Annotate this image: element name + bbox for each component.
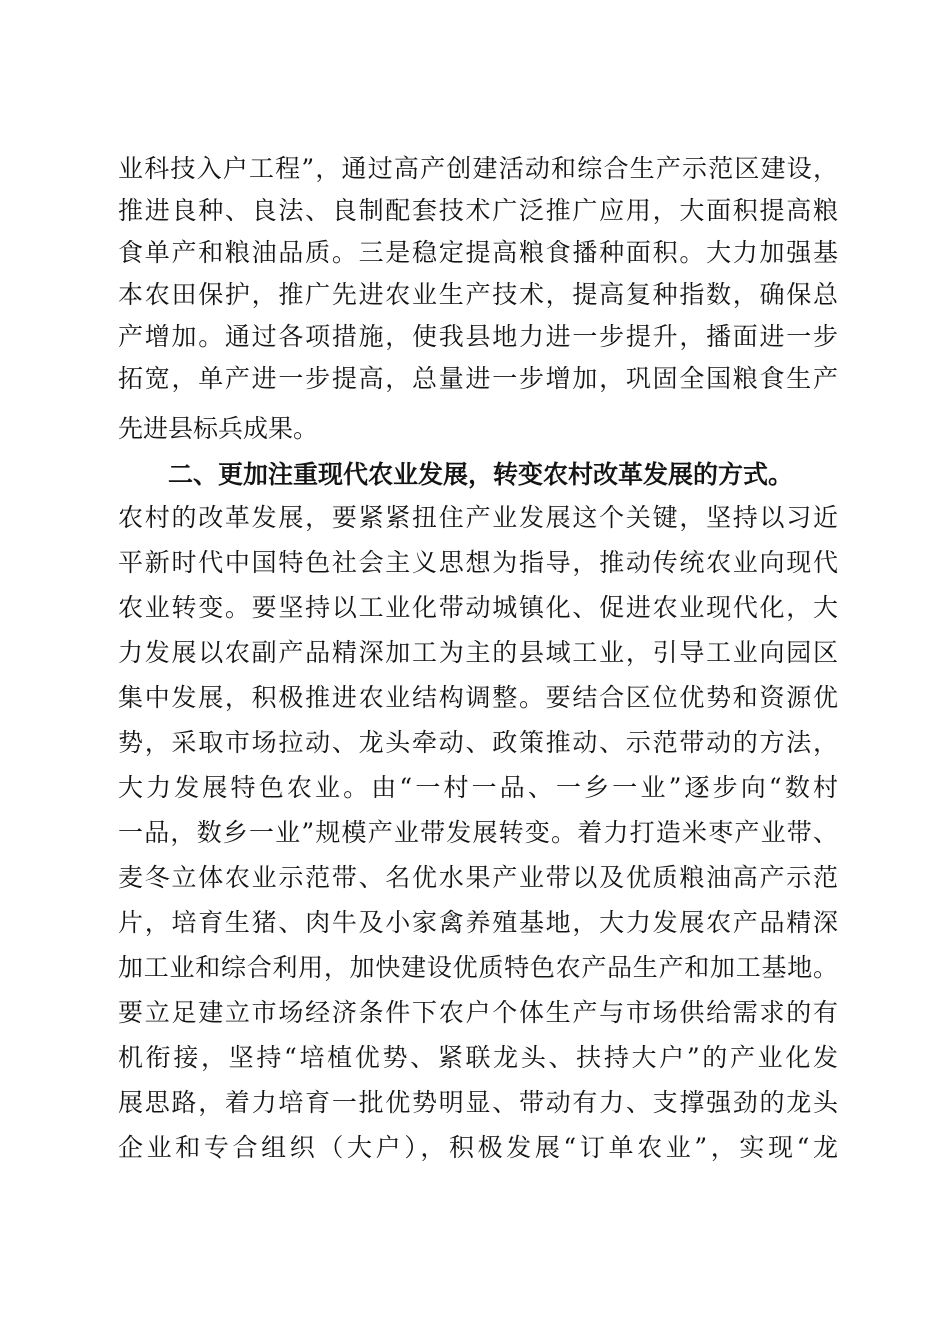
- text-line: 企业和专合组织（大户），积极发展“订单农业”，实现“龙: [118, 1133, 838, 1162]
- text-line: 麦冬立体农业示范带、名优水果产业带以及优质粮油高产示范: [118, 863, 838, 892]
- text-line: 先进县标兵成果。: [118, 414, 319, 443]
- text-line: 要立足建立市场经济条件下农户个体生产与市场供给需求的有: [118, 998, 838, 1027]
- text-line: 拓宽，单产进一步提高，总量进一步增加，巩固全国粮食生产: [118, 364, 838, 393]
- text-line: 大力发展特色农业。由“一村一品、一乡一业”逐步向“数村: [118, 773, 838, 802]
- text-line: 集中发展，积极推进农业结构调整。要结合区位优势和资源优: [118, 683, 838, 712]
- text-line: 势，采取市场拉动、龙头牵动、政策推动、示范带动的方法，: [118, 728, 838, 757]
- text-line: 加工业和综合利用，加快建设优质特色农产品生产和加工基地。: [118, 953, 838, 982]
- section-heading: 二、更加注重现代农业发展，转变农村改革发展的方式。: [168, 460, 794, 489]
- text-line: 一品，数乡一业”规模产业带发展转变。着力打造米枣产业带、: [118, 818, 838, 847]
- text-line: 产增加。通过各项措施，使我县地力进一步提升，播面进一步: [118, 322, 838, 351]
- text-line: 食单产和粮油品质。三是稳定提高粮食播种面积。大力加强基: [118, 238, 838, 267]
- text-line: 力发展以农副产品精深加工为主的县域工业，引导工业向园区: [118, 638, 838, 667]
- text-line: 本农田保护，推广先进农业生产技术，提高复种指数，确保总: [118, 280, 838, 309]
- text-line: 农业转变。要坚持以工业化带动城镇化、促进农业现代化，大: [118, 593, 838, 622]
- text-line: 推进良种、良法、良制配套技术广泛推广应用，大面积提高粮: [118, 196, 838, 225]
- text-line: 片，培育生猪、肉牛及小家禽养殖基地，大力发展农产品精深: [118, 908, 838, 937]
- text-line: 机衔接，坚持“培植优势、紧联龙头、扶持大户”的产业化发: [118, 1043, 838, 1072]
- text-line: 业科技入户工程”，通过高产创建活动和综合生产示范区建设，: [118, 154, 838, 183]
- text-line: 展思路，着力培育一批优势明显、带动有力、支撑强劲的龙头: [118, 1088, 838, 1117]
- text-line: 平新时代中国特色社会主义思想为指导，推动传统农业向现代: [118, 548, 838, 577]
- text-line: 农村的改革发展，要紧紧扭住产业发展这个关键，坚持以习近: [118, 503, 838, 532]
